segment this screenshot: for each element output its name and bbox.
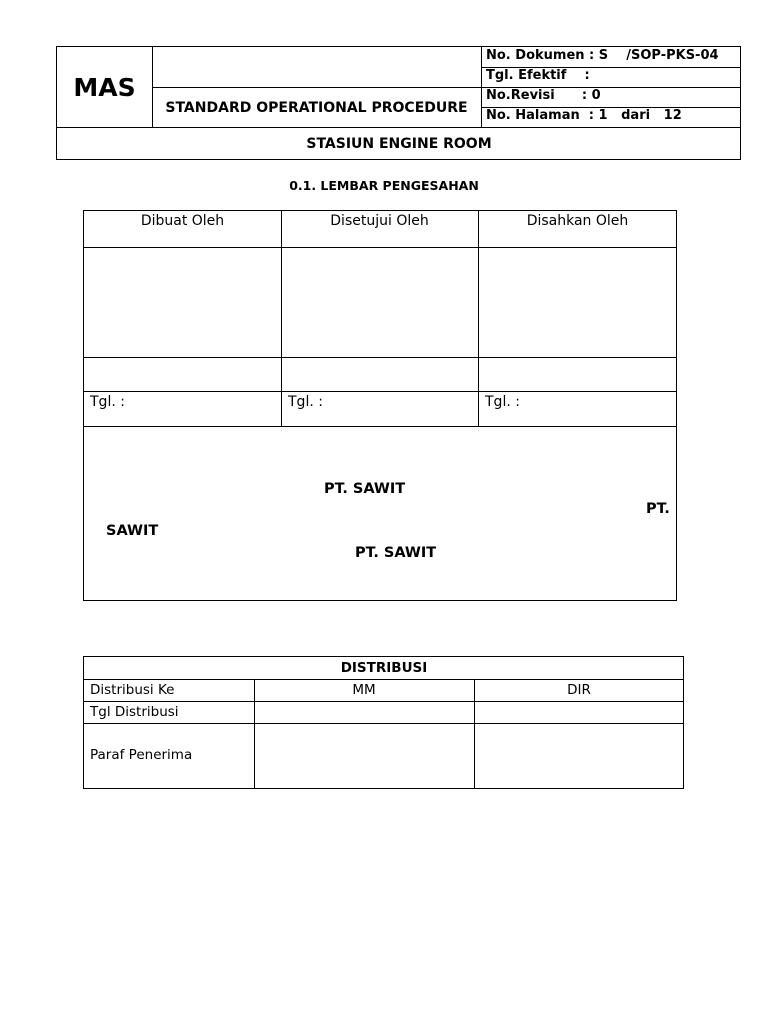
column-header-made-by: Dibuat Oleh [140, 213, 225, 229]
name-field-ratified-by[interactable] [479, 358, 677, 391]
column-header-ratified-by: Disahkan Oleh [526, 213, 629, 229]
approval-table [83, 210, 677, 601]
row-label-recipient-initials: Paraf Penerima [90, 747, 193, 763]
document-header [56, 46, 741, 160]
date-label-made-by: Tgl. : [90, 394, 125, 410]
company-name: SAWIT [106, 523, 159, 539]
effective-date: Tgl. Efektif : [486, 68, 590, 83]
company-name: PT. SAWIT [324, 481, 406, 497]
section-title: 0.1. LEMBAR PENGESAHAN [289, 178, 479, 193]
recipient-initials-mm[interactable] [255, 724, 474, 789]
name-field-approved-by[interactable] [282, 358, 478, 391]
company-name: PT. SAWIT [355, 545, 437, 561]
distribution-title: DISTRIBUSI [340, 660, 428, 676]
signature-box-approved-by[interactable] [282, 248, 478, 357]
distribution-table [83, 656, 684, 789]
column-header-approved-by: Disetujui Oleh [330, 213, 429, 229]
doc-number: No. Dokumen : S /SOP-PKS-04 [486, 48, 719, 63]
recipient-dir: DIR [567, 682, 591, 698]
table-divider [84, 679, 684, 680]
distribution-date-dir[interactable] [475, 702, 684, 723]
row-label-distribution-date: Tgl Distribusi [90, 704, 179, 720]
date-label-ratified-by: Tgl. : [485, 394, 520, 410]
station-title: STASIUN ENGINE ROOM [306, 136, 492, 152]
document-type-title: STANDARD OPERATIONAL PROCEDURE [165, 99, 468, 116]
table-divider [84, 391, 677, 392]
signature-box-ratified-by[interactable] [479, 248, 677, 357]
company-logo-text: MAS [73, 72, 136, 102]
row-label-distribution-to: Distribusi Ke [90, 682, 175, 698]
name-field-made-by[interactable] [84, 358, 281, 391]
page-number: No. Halaman : 1 dari 12 [486, 108, 682, 123]
date-label-approved-by: Tgl. : [288, 394, 323, 410]
table-divider [84, 426, 677, 427]
distribution-date-mm[interactable] [255, 702, 474, 723]
recipient-initials-dir[interactable] [475, 724, 684, 789]
signature-box-made-by[interactable] [84, 248, 281, 357]
company-name: PT. [646, 501, 670, 517]
recipient-mm: MM [352, 682, 376, 698]
revision-number: No.Revisi : 0 [486, 88, 601, 103]
